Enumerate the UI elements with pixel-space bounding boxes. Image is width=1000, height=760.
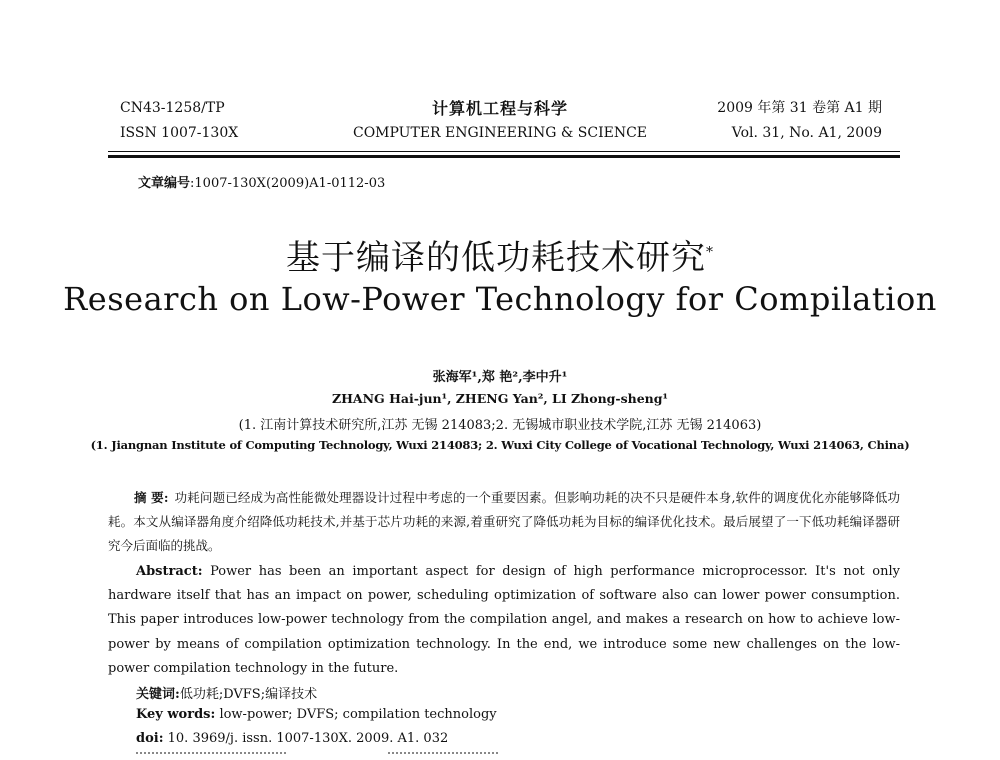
- keywords-en-text: low-power; DVFS; compilation technology: [219, 707, 497, 722]
- journal-title-en: COMPUTER ENGINEERING & SCIENCE: [352, 125, 648, 141]
- abstract-cn-text: 功耗问题已经成为高性能微处理器设计过程中考虑的一个重要因素。但影响功耗的决不只是硬件本身,软件的调度优化亦能够降低功耗。本文从编译器角度介绍降低功耗技术,并基于芯片功耗的来源,着重研究了降低功耗为目标的编译优化技术。最后展望了一下低功耗编译器研究今后面临的挑战。: [108, 490, 900, 553]
- title-cn-text: 基于编译的低功耗技术研究: [286, 238, 706, 278]
- keywords-cn: [136, 683, 317, 702]
- authors-cn: 张海军¹,郑 艳²,李中升¹: [432, 370, 568, 385]
- article-number-label: 文章编号: [138, 176, 191, 191]
- header-center: [310, 96, 690, 146]
- keywords-cn-text: 低功耗;DVFS;编译技术: [179, 687, 318, 702]
- issn: ISSN 1007-130X: [120, 125, 239, 141]
- doi: [136, 731, 448, 746]
- header-left: [120, 96, 238, 146]
- cut-off-text-right: [388, 752, 498, 760]
- title-footnote-mark: *: [706, 244, 714, 261]
- abstract-en-text: Power has been an important aspect for design of high performance microprocessor. It's not only hardware itself that has an impact on power, scheduling optimization of software also can lower power consumption. This paper introduces low-power technology from the compilation angel, and makes a research on how to achieve low-power by means of compilation optimization technology. In the end, we introduce some new challenges on the low-power compilation technology in the future.: [108, 564, 900, 676]
- journal-title-cn: 计算机工程与科学: [431, 99, 568, 118]
- header-rule-thin: [108, 151, 900, 152]
- authors-en: ZHANG Hai-jun¹, ZHENG Yan², LI Zhong-sheng¹: [332, 391, 668, 406]
- article-number-value: :1007-130X(2009)A1-0112-03: [190, 176, 386, 191]
- keywords-cn-label: 关键词:: [136, 687, 180, 702]
- abstract-cn-label: 摘 要:: [134, 490, 169, 505]
- issue-en: Vol. 31, No. A1, 2009: [731, 125, 882, 141]
- article-number: [138, 172, 385, 191]
- title-cn: [0, 230, 1000, 279]
- title-en: Research on Low-Power Technology for Compilation: [63, 280, 937, 318]
- cut-off-next-line: [0, 752, 1000, 760]
- header-rule-thick: [108, 155, 900, 158]
- keywords-en-label: Key words:: [136, 707, 216, 722]
- abstract-cn: [108, 486, 900, 558]
- abstract-en: [108, 560, 900, 681]
- doi-text: 10. 3969/j. issn. 1007-130X. 2009. A1. 032: [167, 731, 449, 746]
- abstract-en-label: Abstract:: [136, 564, 203, 579]
- header-right: [717, 96, 882, 146]
- affiliations-cn: (1. 江南计算技术研究所,江苏 无锡 214083;2. 无锡城市职业技术学院,江苏 无锡 214063): [238, 418, 762, 433]
- affiliations-en: (1. Jiangnan Institute of Computing Technology, Wuxi 214083; 2. Wuxi City College of Vocational Technology, Wuxi 214063, China): [90, 438, 910, 452]
- keywords-en: [136, 707, 497, 722]
- cn-number: CN43-1258/TP: [120, 100, 225, 116]
- doi-label: doi:: [136, 731, 164, 746]
- cut-off-text-left: [136, 752, 286, 760]
- issue-cn: 2009 年第 31 卷第 A1 期: [717, 100, 882, 116]
